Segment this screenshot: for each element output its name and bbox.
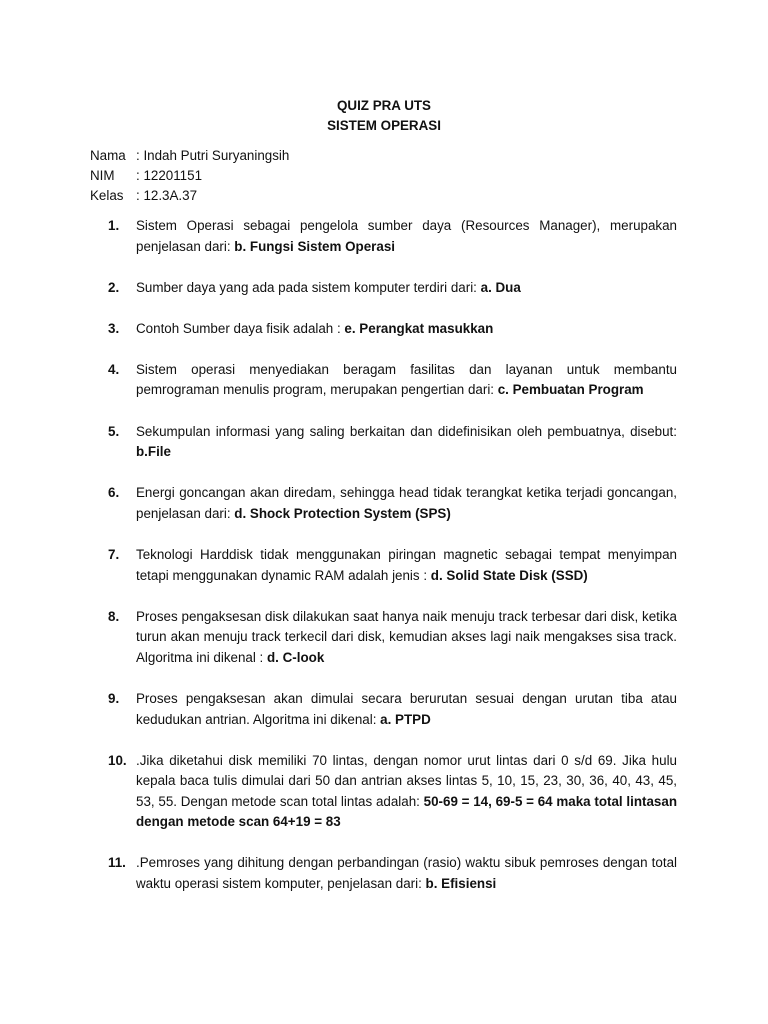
question-answer: e. Perangkat masukkan (344, 320, 494, 336)
document-title: QUIZ PRA UTS (337, 98, 431, 113)
question-number: 2. (108, 279, 120, 295)
question-text: Sumber daya yang ada pada sistem komputer terdiri dari: (136, 279, 481, 295)
question-text: Proses pengaksesan disk dilakukan saat hanya naik menuju track terbesar dari disk, ketika turun akan menuju track terkecil dari disk, kemudian akses lagi naik mengakses sisa track. Algoritma ini dikenal : (136, 608, 677, 665)
question-number: 5. (108, 423, 120, 439)
question-answer: d. Shock Protection System (SPS) (234, 505, 451, 521)
identity-label: Kelas (90, 188, 124, 203)
question-item (108, 853, 677, 894)
identity-label: NIM (90, 168, 115, 183)
question-number: 9. (108, 690, 120, 706)
question-number: 11. (108, 855, 126, 871)
question-item (108, 545, 677, 586)
question-text: .Pemroses yang dihitung dengan perbandingan (rasio) waktu sibuk pemroses dengan total waktu operasi sistem komputer, penjelasan dari: (136, 855, 677, 892)
question-answer: b. Fungsi Sistem Operasi (234, 238, 395, 254)
question-item (108, 483, 677, 524)
question-item (108, 689, 677, 730)
question-text: Teknologi Harddisk tidak menggunakan piringan magnetic sebagai tempat menyimpan tetapi menggunakan dynamic RAM adalah jenis : (136, 546, 677, 583)
identity-value: : 12.3A.37 (136, 188, 198, 203)
identity-label: Nama (90, 148, 126, 163)
question-text: Proses pengaksesan akan dimulai secara berurutan sesuai dengan urutan tiba atau kedudukan antrian. Algoritma ini dikenal: (136, 690, 677, 727)
question-answer: 50-69 = 14, 69-5 = 64 maka total lintasan dengan metode scan 64+19 = 83 (136, 793, 677, 830)
question-text: Contoh Sumber daya fisik adalah : (136, 320, 345, 336)
question-text: Energi goncangan akan diredam, sehingga head tidak terangkat ketika terjadi goncangan, penjelasan dari: (136, 485, 677, 521)
question-item (108, 751, 677, 833)
question-number: 4. (108, 361, 120, 377)
identity-value: : 12201151 (136, 168, 203, 183)
document-subtitle: SISTEM OPERASI (327, 118, 441, 133)
question-item (108, 278, 677, 299)
question-number: 6. (108, 485, 120, 501)
question-text: Sistem Operasi sebagai pengelola sumber daya (Resources Manager), merupakan penjelasan dari: (136, 218, 677, 254)
document-header (0, 96, 768, 136)
question-answer: d. Solid State Disk (SSD) (430, 567, 588, 583)
question-answer: b. Efisiensi (425, 876, 497, 892)
question-list (108, 216, 677, 915)
question-text: Sistem operasi menyediakan beragam fasilitas dan layanan untuk membantu pemrograman menulis program, merupakan pengertian dari: (136, 361, 677, 398)
question-answer: d. C-look (267, 649, 325, 665)
question-text: .Jika diketahui disk memiliki 70 lintas, dengan nomor urut lintas dari 0 s/d 69. Jika hulu kepala baca tulis dimulai dari 50 dan antrian akses lintas 5, 10, 15, 23, 30, 36, 40, 43, 45, 53, 55. Dengan metode scan total lintas adalah: (136, 752, 677, 809)
question-text: Sekumpulan informasi yang saling berkaitan dan didefinisikan oleh pembuatnya, disebut: (136, 423, 677, 439)
identity-row-nama (90, 146, 289, 166)
question-answer: c. Pembuatan Program (497, 382, 644, 398)
question-item (108, 422, 677, 463)
question-number: 8. (108, 608, 120, 624)
student-identity (90, 146, 289, 206)
question-number: 3. (108, 320, 120, 336)
identity-value: : Indah Putri Suryaningsih (136, 148, 290, 163)
question-answer: b.File (136, 444, 171, 460)
identity-row-nim (90, 166, 289, 186)
question-answer: a. Dua (480, 279, 521, 295)
question-item (108, 607, 677, 669)
question-number: 10. (108, 752, 127, 768)
identity-row-kelas (90, 186, 289, 206)
question-item (108, 360, 677, 401)
question-item (108, 319, 677, 340)
question-answer: a. PTPD (380, 711, 431, 727)
question-number: 1. (108, 218, 120, 233)
question-number: 7. (108, 546, 120, 562)
question-item (108, 216, 677, 257)
